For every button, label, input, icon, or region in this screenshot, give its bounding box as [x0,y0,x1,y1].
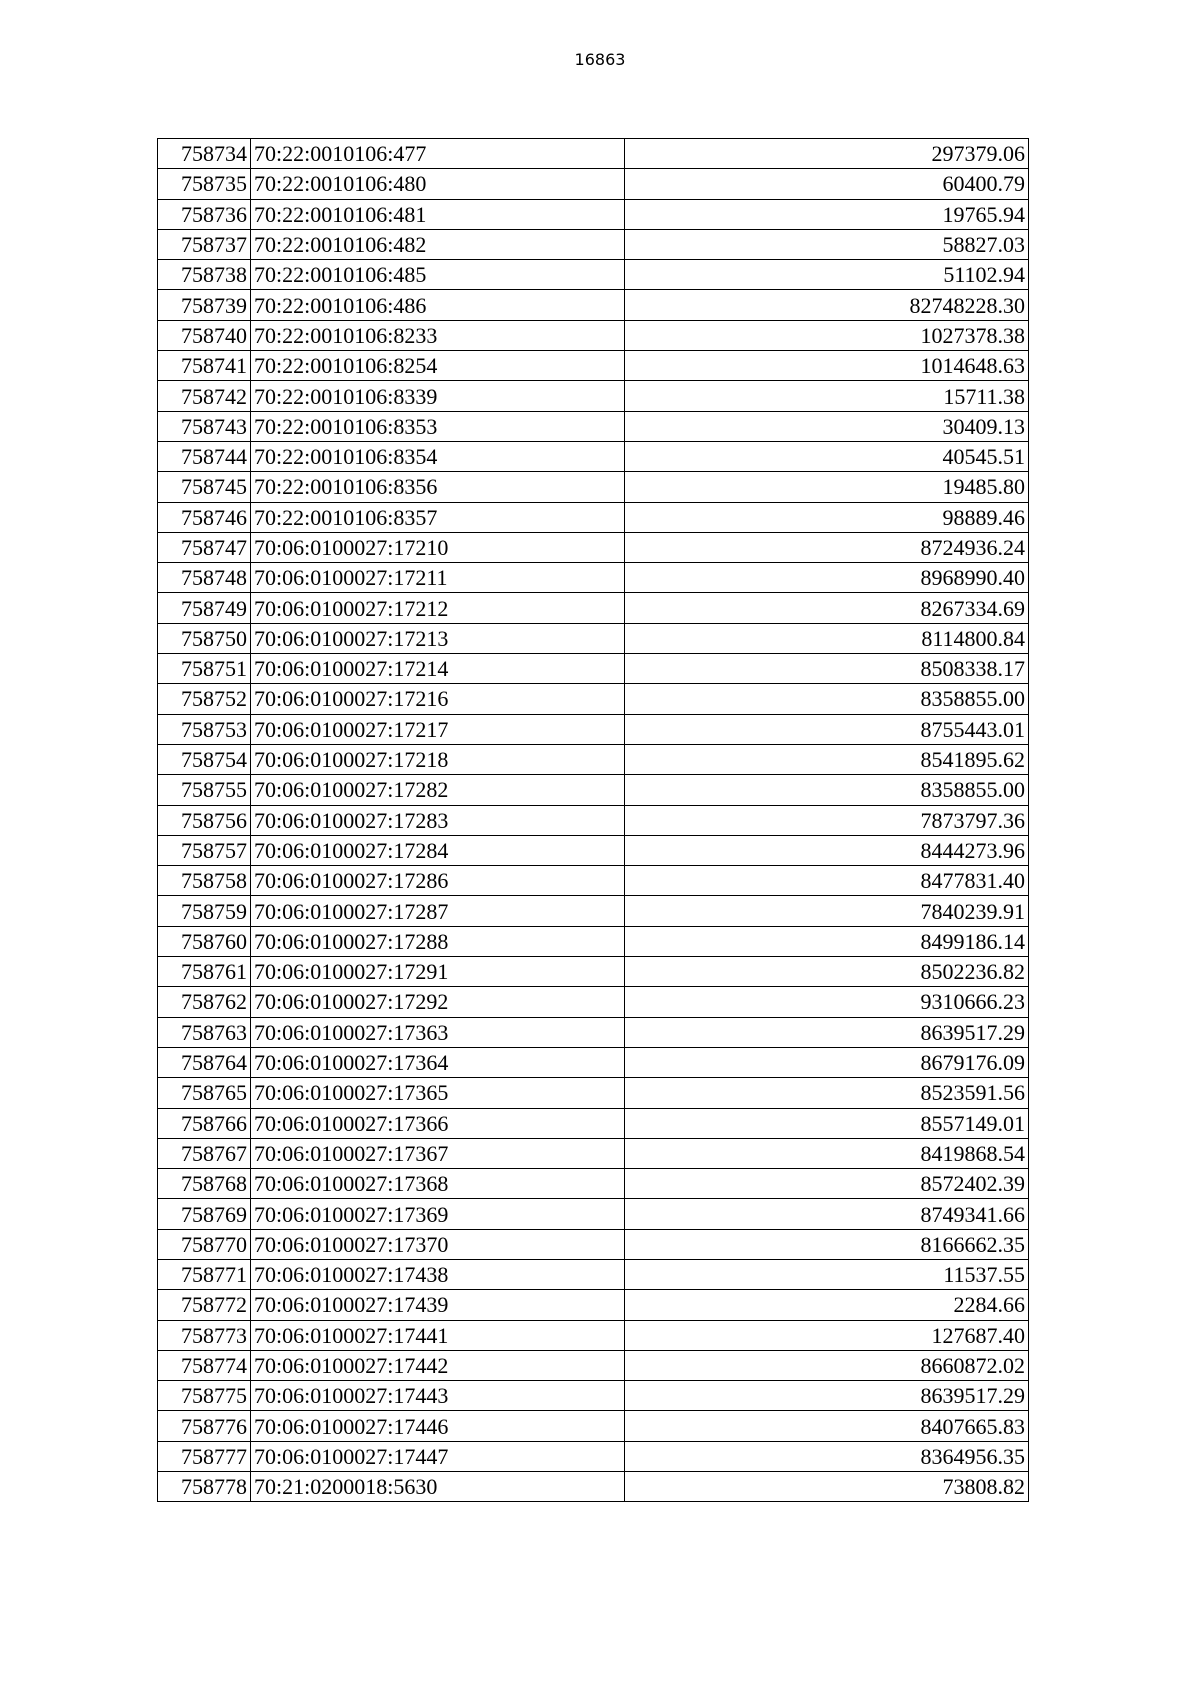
row-id-cell: 758777 [158,1441,251,1471]
value-cell: 73808.82 [625,1472,1029,1502]
table-row [158,1229,1029,1259]
table-row [158,1199,1029,1229]
cadastral-number-cell: 70:06:0100027:17210 [251,532,625,562]
row-id-cell: 758767 [158,1138,251,1168]
table-row [158,472,1029,502]
cadastral-number-cell: 70:06:0100027:17443 [251,1381,625,1411]
row-id-cell: 758759 [158,896,251,926]
cadastral-number-cell: 70:06:0100027:17287 [251,896,625,926]
table-row [158,1320,1029,1350]
row-id-cell: 758765 [158,1078,251,1108]
table-row [158,684,1029,714]
table-row [158,139,1029,169]
value-cell: 8407665.83 [625,1411,1029,1441]
cadastral-number-cell: 70:22:0010106:482 [251,229,625,259]
row-id-cell: 758748 [158,563,251,593]
table-row [158,623,1029,653]
value-cell: 19485.80 [625,472,1029,502]
row-id-cell: 758739 [158,290,251,320]
value-cell: 8639517.29 [625,1381,1029,1411]
table-row [158,744,1029,774]
value-cell: 8419868.54 [625,1138,1029,1168]
row-id-cell: 758773 [158,1320,251,1350]
value-cell: 8508338.17 [625,654,1029,684]
table-row [158,441,1029,471]
row-id-cell: 758763 [158,1017,251,1047]
row-id-cell: 758772 [158,1290,251,1320]
value-cell: 7840239.91 [625,896,1029,926]
row-id-cell: 758747 [158,532,251,562]
cadastral-number-cell: 70:22:0010106:481 [251,199,625,229]
row-id-cell: 758771 [158,1259,251,1289]
value-cell: 8114800.84 [625,623,1029,653]
value-cell: 8477831.40 [625,866,1029,896]
value-cell: 8968990.40 [625,563,1029,593]
table-row [158,351,1029,381]
table-row [158,1472,1029,1502]
row-id-cell: 758756 [158,805,251,835]
table-row [158,169,1029,199]
cadastral-number-cell: 70:06:0100027:17438 [251,1259,625,1289]
row-id-cell: 758752 [158,684,251,714]
cadastral-number-cell: 70:06:0100027:17366 [251,1108,625,1138]
table-body [158,139,1029,1502]
row-id-cell: 758778 [158,1472,251,1502]
cadastral-number-cell: 70:22:0010106:485 [251,260,625,290]
value-cell: 30409.13 [625,411,1029,441]
cadastral-number-cell: 70:06:0100027:17370 [251,1229,625,1259]
cadastral-number-cell: 70:21:0200018:5630 [251,1472,625,1502]
row-id-cell: 758754 [158,744,251,774]
row-id-cell: 758753 [158,714,251,744]
value-cell: 8358855.00 [625,684,1029,714]
value-cell: 8557149.01 [625,1108,1029,1138]
cadastral-value-table [157,138,1029,1502]
row-id-cell: 758770 [158,1229,251,1259]
cadastral-number-cell: 70:06:0100027:17212 [251,593,625,623]
row-id-cell: 758776 [158,1411,251,1441]
table-row [158,1381,1029,1411]
table-row [158,290,1029,320]
cadastral-number-cell: 70:06:0100027:17288 [251,926,625,956]
table-row [158,1169,1029,1199]
cadastral-number-cell: 70:06:0100027:17367 [251,1138,625,1168]
cadastral-number-cell: 70:06:0100027:17439 [251,1290,625,1320]
table-row [158,1290,1029,1320]
value-cell: 82748228.30 [625,290,1029,320]
cadastral-number-cell: 70:06:0100027:17283 [251,805,625,835]
table-row [158,1411,1029,1441]
table-row [158,835,1029,865]
table-row [158,987,1029,1017]
cadastral-number-cell: 70:22:0010106:8339 [251,381,625,411]
cadastral-number-cell: 70:06:0100027:17217 [251,714,625,744]
table-row [158,532,1029,562]
row-id-cell: 758735 [158,169,251,199]
table-row [158,411,1029,441]
value-cell: 127687.40 [625,1320,1029,1350]
table-row [158,775,1029,805]
cadastral-number-cell: 70:06:0100027:17365 [251,1078,625,1108]
cadastral-number-cell: 70:06:0100027:17214 [251,654,625,684]
table-row [158,1441,1029,1471]
value-cell: 8358855.00 [625,775,1029,805]
table-row [158,260,1029,290]
cadastral-number-cell: 70:06:0100027:17447 [251,1441,625,1471]
cadastral-number-cell: 70:06:0100027:17363 [251,1017,625,1047]
row-id-cell: 758751 [158,654,251,684]
cadastral-number-cell: 70:06:0100027:17441 [251,1320,625,1350]
value-cell: 8755443.01 [625,714,1029,744]
cadastral-number-cell: 70:22:0010106:8357 [251,502,625,532]
table-row [158,1047,1029,1077]
table-row [158,957,1029,987]
cadastral-number-cell: 70:22:0010106:477 [251,139,625,169]
row-id-cell: 758755 [158,775,251,805]
table-row [158,926,1029,956]
value-cell: 8639517.29 [625,1017,1029,1047]
value-cell: 8499186.14 [625,926,1029,956]
cadastral-number-cell: 70:22:0010106:8233 [251,320,625,350]
table-row [158,381,1029,411]
table-row [158,199,1029,229]
cadastral-number-cell: 70:06:0100027:17442 [251,1350,625,1380]
value-cell: 19765.94 [625,199,1029,229]
table-row [158,1350,1029,1380]
table-row [158,320,1029,350]
row-id-cell: 758757 [158,835,251,865]
cadastral-number-cell: 70:06:0100027:17369 [251,1199,625,1229]
row-id-cell: 758766 [158,1108,251,1138]
table-row [158,1108,1029,1138]
row-id-cell: 758734 [158,139,251,169]
row-id-cell: 758762 [158,987,251,1017]
row-id-cell: 758761 [158,957,251,987]
cadastral-number-cell: 70:22:0010106:486 [251,290,625,320]
row-id-cell: 758744 [158,441,251,471]
cadastral-number-cell: 70:22:0010106:480 [251,169,625,199]
table-row [158,805,1029,835]
cadastral-number-cell: 70:06:0100027:17216 [251,684,625,714]
cadastral-number-cell: 70:06:0100027:17284 [251,835,625,865]
value-cell: 8364956.35 [625,1441,1029,1471]
table-row [158,654,1029,684]
cadastral-number-cell: 70:06:0100027:17213 [251,623,625,653]
row-id-cell: 758738 [158,260,251,290]
cadastral-number-cell: 70:06:0100027:17286 [251,866,625,896]
value-cell: 98889.46 [625,502,1029,532]
value-cell: 11537.55 [625,1259,1029,1289]
cadastral-number-cell: 70:06:0100027:17368 [251,1169,625,1199]
value-cell: 8502236.82 [625,957,1029,987]
row-id-cell: 758736 [158,199,251,229]
row-id-cell: 758749 [158,593,251,623]
row-id-cell: 758769 [158,1199,251,1229]
value-cell: 8541895.62 [625,744,1029,774]
value-cell: 2284.66 [625,1290,1029,1320]
cadastral-number-cell: 70:22:0010106:8353 [251,411,625,441]
value-cell: 1027378.38 [625,320,1029,350]
table-row [158,1078,1029,1108]
value-cell: 9310666.23 [625,987,1029,1017]
cadastral-number-cell: 70:22:0010106:8356 [251,472,625,502]
value-cell: 1014648.63 [625,351,1029,381]
row-id-cell: 758764 [158,1047,251,1077]
value-cell: 15711.38 [625,381,1029,411]
value-cell: 8572402.39 [625,1169,1029,1199]
row-id-cell: 758750 [158,623,251,653]
value-cell: 51102.94 [625,260,1029,290]
cadastral-number-cell: 70:22:0010106:8354 [251,441,625,471]
row-id-cell: 758743 [158,411,251,441]
value-cell: 297379.06 [625,139,1029,169]
cadastral-number-cell: 70:22:0010106:8254 [251,351,625,381]
table-row [158,1138,1029,1168]
row-id-cell: 758746 [158,502,251,532]
row-id-cell: 758758 [158,866,251,896]
value-cell: 8749341.66 [625,1199,1029,1229]
value-cell: 8166662.35 [625,1229,1029,1259]
row-id-cell: 758741 [158,351,251,381]
page-number: 16863 [574,50,626,69]
value-cell: 40545.51 [625,441,1029,471]
value-cell: 8267334.69 [625,593,1029,623]
value-cell: 58827.03 [625,229,1029,259]
table-row [158,1259,1029,1289]
cadastral-number-cell: 70:06:0100027:17282 [251,775,625,805]
value-cell: 8679176.09 [625,1047,1029,1077]
table-row [158,563,1029,593]
value-cell: 8444273.96 [625,835,1029,865]
value-cell: 8660872.02 [625,1350,1029,1380]
row-id-cell: 758737 [158,229,251,259]
table-row [158,866,1029,896]
table-row [158,593,1029,623]
cadastral-number-cell: 70:06:0100027:17292 [251,987,625,1017]
table-row [158,1017,1029,1047]
row-id-cell: 758768 [158,1169,251,1199]
table-row [158,714,1029,744]
row-id-cell: 758740 [158,320,251,350]
table-row [158,896,1029,926]
row-id-cell: 758742 [158,381,251,411]
row-id-cell: 758745 [158,472,251,502]
value-cell: 8724936.24 [625,532,1029,562]
row-id-cell: 758760 [158,926,251,956]
table-row [158,229,1029,259]
cadastral-number-cell: 70:06:0100027:17218 [251,744,625,774]
cadastral-number-cell: 70:06:0100027:17291 [251,957,625,987]
value-cell: 60400.79 [625,169,1029,199]
value-cell: 7873797.36 [625,805,1029,835]
cadastral-number-cell: 70:06:0100027:17364 [251,1047,625,1077]
value-cell: 8523591.56 [625,1078,1029,1108]
table-row [158,502,1029,532]
cadastral-number-cell: 70:06:0100027:17446 [251,1411,625,1441]
row-id-cell: 758775 [158,1381,251,1411]
row-id-cell: 758774 [158,1350,251,1380]
cadastral-number-cell: 70:06:0100027:17211 [251,563,625,593]
